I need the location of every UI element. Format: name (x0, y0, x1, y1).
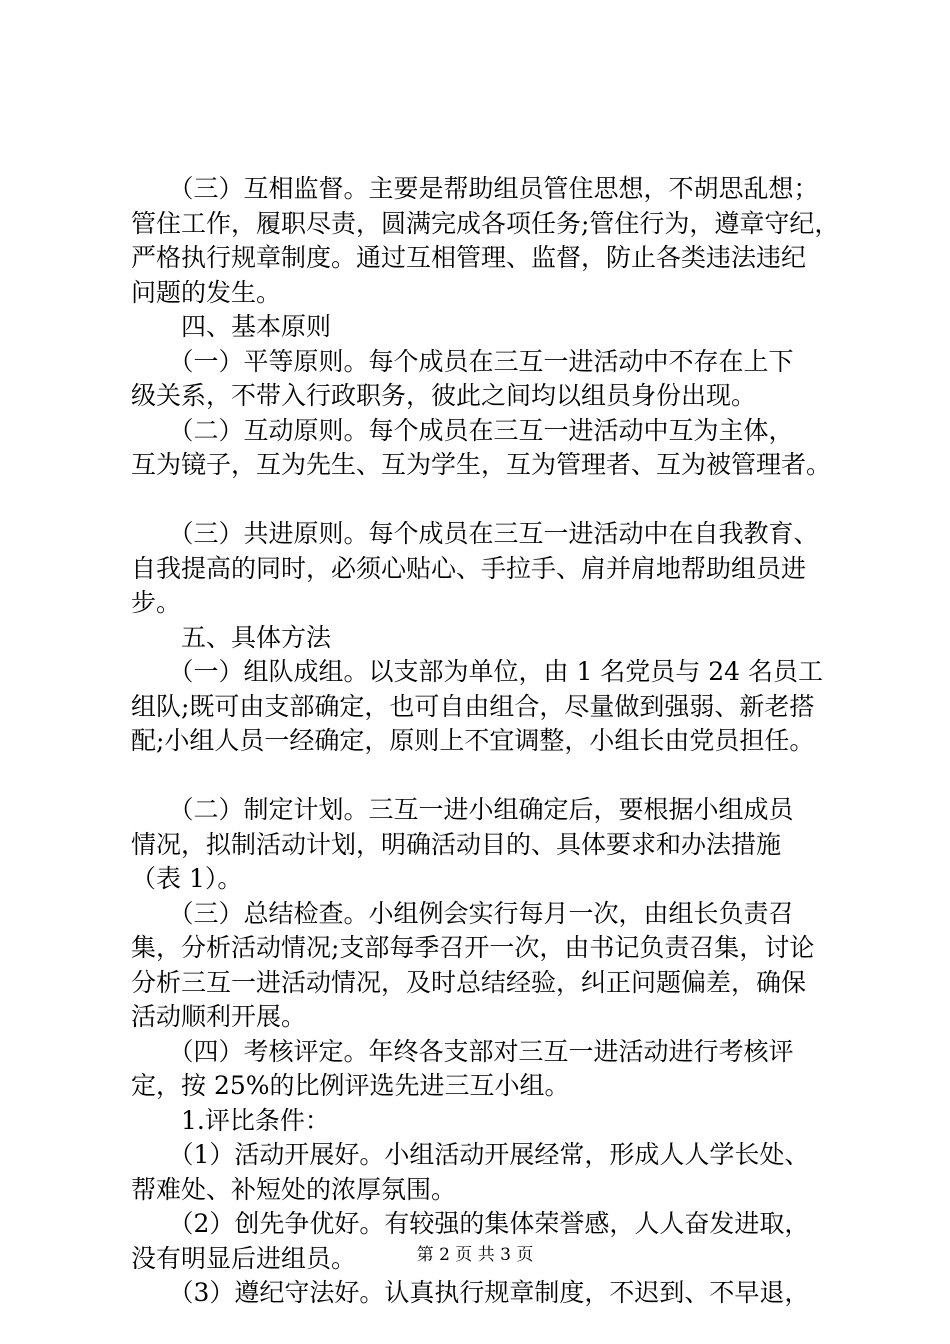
text-line: （三）总结检查。小组例会实行每月一次，由组长负责召 (131, 898, 794, 928)
blank-line (131, 483, 836, 518)
text-line: （表 1）。 (131, 864, 243, 893)
text-line: 集，分析活动情况;支部每季召开一次，由书记负责召集，讨论 (131, 933, 815, 962)
text-line: （三）共进原则。每个成员在三互一进活动中在自我教育、 (131, 519, 819, 548)
text-line: 步。 (131, 588, 182, 617)
text-line: 活动顺利开展。 (131, 1002, 307, 1031)
text-line: （3）遵纪守法好。认真执行规章制度，不迟到、不早退， (131, 1278, 810, 1307)
text-line: 配;小组人员一经确定，原则上不宜调整，小组长由党员担任。 (131, 726, 815, 755)
text-line: 帮难处、补短处的浓厚氛围。 (131, 1174, 457, 1204)
text-line: 问题的发生。 (131, 277, 282, 307)
text-line: 管住工作，履职尽责，圆满完成各项任务;管住行为，遵章守纪， (131, 208, 840, 238)
text-line: 级关系，不带入行政职务，彼此之间均以组员身份出现。 (131, 381, 757, 410)
text-line: （四）考核评定。年终各支部对三互一进活动进行考核评 (131, 1036, 794, 1066)
text-line: 五、具体方法 (131, 622, 332, 652)
text-line: （2）创先争优好。有较强的集体荣誉感，人人奋发进取， (131, 1209, 810, 1238)
text-line: 组队;既可由支部确定，也可自由组合，尽量做到强弱、新老搭 (131, 691, 815, 721)
text-line: 四、基本原则 (131, 312, 332, 341)
text-line: 没有明显后进组员。 (131, 1243, 357, 1273)
blank-line (131, 759, 836, 794)
text-line: （二）互动原则。每个成员在三互一进活动中互为主体， (131, 415, 794, 445)
text-line: 自我提高的同时，必须心贴心、手拉手、肩并肩地帮助组员进 (131, 553, 807, 583)
text-line: 定，按 25%的比例评选先进三互小组。 (131, 1071, 570, 1100)
text-line: 分析三互一进活动情况，及时总结经验，纠正问题偏差，确保 (131, 967, 807, 997)
text-line: （1）活动开展好。小组活动开展经常，形成人人学长处、 (131, 1140, 810, 1169)
page-footer: 第 2 页 共 3 页 (416, 1245, 534, 1265)
text-line: （三）互相监督。主要是帮助组员管住思想，不胡思乱想； (131, 174, 819, 203)
document-body (131, 172, 840, 1311)
text-line: 1.评比条件： (131, 1105, 330, 1135)
text-line: 严格执行规章制度。通过互相管理、监督，防止各类违法违纪 (131, 243, 807, 272)
text-line: （一）组队成组。以支部为单位，由 1 名党员与 24 名员工 (131, 657, 824, 686)
text-line: （二）制定计划。三互一进小组确定后，要根据小组成员 (131, 795, 794, 824)
text-line: （一）平等原则。每个成员在三互一进活动中不存在上下 (131, 346, 794, 376)
text-line: 互为镜子，互为先生、互为学生，互为管理者、互为被管理者。 (131, 450, 832, 479)
text-line: 情况，拟制活动计划，明确活动目的、具体要求和办法措施 (131, 829, 782, 859)
